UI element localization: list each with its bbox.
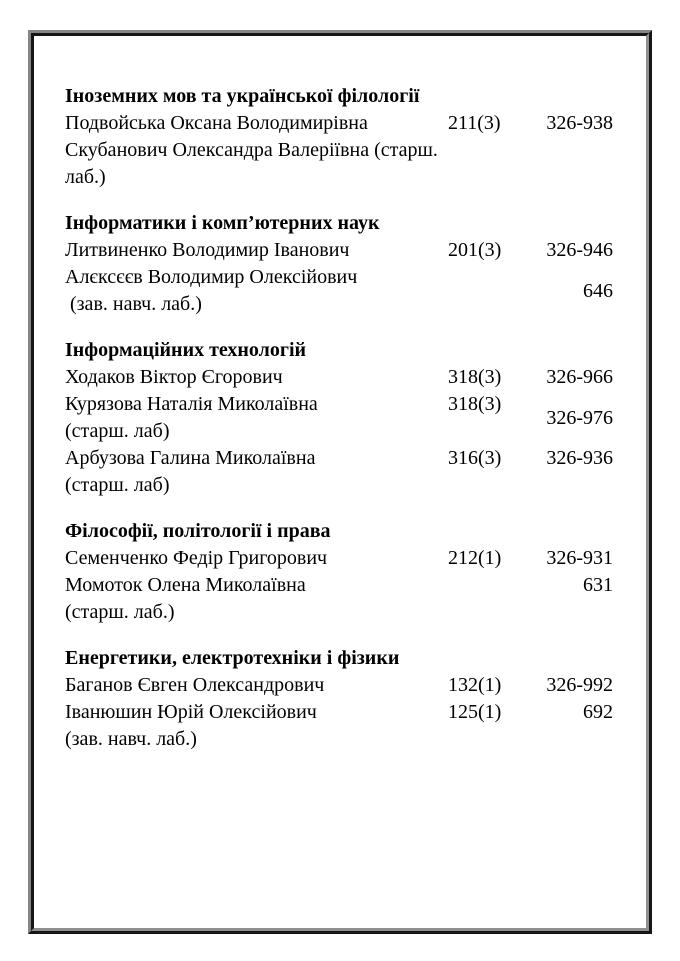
person-name-continued: лаб.) bbox=[65, 166, 106, 188]
room-number: 316(3) bbox=[448, 447, 502, 469]
room-number: 212(1) bbox=[448, 547, 502, 569]
directory-entry bbox=[65, 391, 613, 445]
person-title-note: (старш. лаб) bbox=[65, 474, 170, 496]
room-number: 318(3) bbox=[448, 393, 502, 415]
room-number: 318(3) bbox=[448, 366, 502, 388]
room-number: 125(1) bbox=[448, 701, 502, 723]
person-name: Арбузова Галина Миколаївна bbox=[65, 447, 316, 469]
phone-number: 646 bbox=[583, 279, 613, 302]
department-section-foreign-languages bbox=[65, 83, 613, 191]
department-heading: Іноземних мов та української філології bbox=[65, 85, 420, 107]
department-section-philosophy-politics-law bbox=[65, 518, 613, 626]
page-content bbox=[31, 33, 649, 931]
directory-entry bbox=[65, 264, 613, 318]
room-number: 201(3) bbox=[448, 239, 502, 261]
person-name: Алєксєєв Володимир Олексійович bbox=[65, 266, 358, 288]
person-name: Курязова Наталія Миколаївна bbox=[65, 393, 318, 415]
directory-entry bbox=[65, 572, 613, 626]
person-name: Ходаков Віктор Єгорович bbox=[65, 366, 283, 388]
directory-entry bbox=[65, 237, 613, 264]
person-name-block bbox=[65, 137, 448, 191]
phone-number: 326-976 bbox=[546, 406, 613, 429]
person-name: Момоток Олена Миколаївна bbox=[65, 574, 306, 596]
person-name: Іванюшин Юрій Олексійович bbox=[65, 701, 317, 723]
person-name-block bbox=[65, 110, 448, 137]
person-name: Семенченко Федір Григорович bbox=[65, 547, 328, 569]
department-section-energy-electrical-physics bbox=[65, 645, 613, 753]
page-border-frame bbox=[28, 30, 652, 934]
department-heading: Енергетики, електротехніки і фізики bbox=[65, 647, 400, 669]
person-name-block bbox=[65, 672, 448, 699]
person-name: Скубанович Олександра Валеріївна (старш. bbox=[65, 139, 438, 161]
department-heading: Філософії, політології і права bbox=[65, 520, 331, 542]
department-heading: Інформатики і комп’ютерних наук bbox=[65, 212, 380, 234]
directory-entry bbox=[65, 545, 613, 572]
phone-number: 326-946 bbox=[546, 239, 613, 261]
person-name-block bbox=[65, 445, 448, 499]
room-number: 211(3) bbox=[448, 112, 501, 134]
person-title-note: (зав. навч. лаб.) bbox=[65, 293, 202, 315]
person-name: Баганов Євген Олександрович bbox=[65, 674, 325, 696]
person-name-block bbox=[65, 364, 448, 391]
person-name-block bbox=[65, 391, 448, 445]
person-name-block bbox=[65, 545, 448, 572]
person-name-block bbox=[65, 572, 448, 626]
room-number: 132(1) bbox=[448, 674, 502, 696]
person-name: Подвойська Оксана Володимирівна bbox=[65, 112, 368, 134]
phone-number: 326-931 bbox=[546, 547, 613, 569]
person-title-note: (старш. лаб) bbox=[65, 420, 170, 442]
directory-entry bbox=[65, 364, 613, 391]
directory-entry bbox=[65, 699, 613, 753]
directory-entry bbox=[65, 445, 613, 499]
person-name: Литвиненко Володимир Іванович bbox=[65, 239, 350, 261]
phone-number: 326-966 bbox=[546, 366, 613, 388]
phone-number: 326-938 bbox=[546, 112, 613, 134]
directory-entry bbox=[65, 672, 613, 699]
directory-entry bbox=[65, 110, 613, 137]
directory-entry bbox=[65, 137, 613, 191]
person-title-note: (старш. лаб.) bbox=[65, 601, 175, 623]
department-section-computer-science bbox=[65, 210, 613, 318]
person-name-block bbox=[65, 264, 448, 318]
phone-number: 326-936 bbox=[546, 447, 613, 469]
department-heading: Інформаційних технологій bbox=[65, 339, 307, 361]
person-title-note: (зав. навч. лаб.) bbox=[65, 728, 197, 750]
person-name-block bbox=[65, 699, 448, 753]
phone-number: 631 bbox=[583, 574, 613, 596]
phone-number: 692 bbox=[583, 701, 613, 723]
phone-number: 326-992 bbox=[546, 674, 613, 696]
department-section-information-technology bbox=[65, 337, 613, 499]
person-name-block bbox=[65, 237, 448, 264]
